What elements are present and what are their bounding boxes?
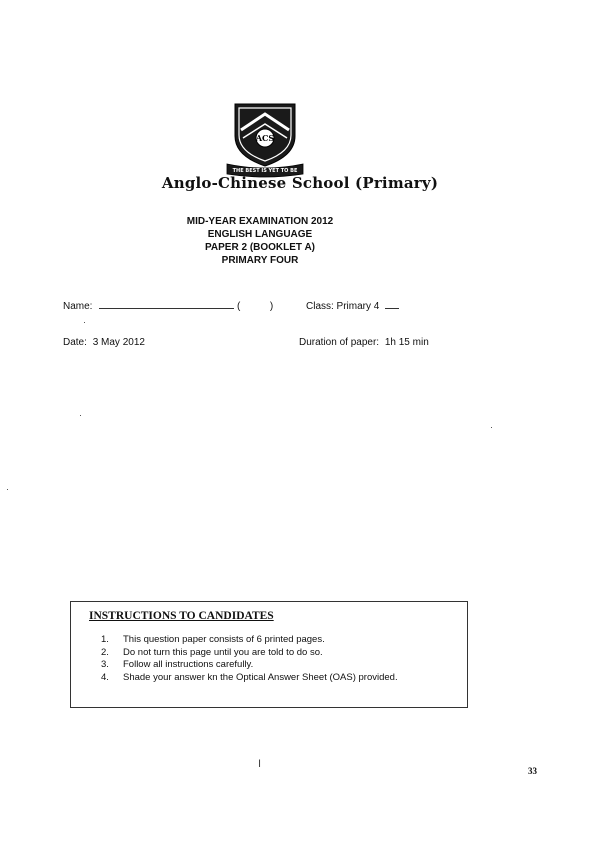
list-item (101, 647, 398, 660)
list-item (101, 634, 398, 647)
instruction-text: Follow all instructions carefully. (123, 659, 254, 670)
class-label: Class: Primary 4 (306, 301, 380, 312)
crest-motto: THE BEST IS YET TO BE (232, 168, 298, 174)
scan-speck (84, 322, 85, 323)
scan-speck (491, 427, 492, 428)
duration-field (299, 337, 429, 348)
date-value: 3 May 2012 (92, 337, 145, 348)
list-item (101, 659, 398, 672)
name-blank[interactable] (99, 300, 234, 309)
school-crest-logo (225, 100, 305, 178)
exam-title-line-1: MID-YEAR EXAMINATION 2012 (186, 216, 334, 227)
instructions-box (70, 601, 468, 708)
instruction-number: 1. (101, 634, 109, 645)
corner-number: 33 (528, 766, 537, 776)
instruction-text: Shade your answer kn the Optical Answer Sheet (OAS) provided. (123, 671, 398, 683)
class-blank[interactable] (385, 300, 399, 309)
instruction-text: Do not turn this page until you are told to do so. (123, 646, 323, 658)
index-open-paren: ( (237, 301, 241, 312)
page-marker: I (258, 758, 262, 770)
name-label: Name: (63, 301, 93, 312)
school-name: Anglo-Chinese School (Primary) (161, 174, 439, 192)
instruction-number: 3. (101, 659, 109, 670)
instruction-number: 2. (101, 646, 109, 658)
duration-label: Duration of paper: (299, 337, 380, 348)
date-label: Date: (63, 337, 87, 348)
list-item (101, 672, 398, 685)
scan-speck (80, 415, 81, 416)
scan-speck (7, 489, 8, 490)
class-field (306, 300, 399, 312)
date-field (63, 337, 145, 348)
instruction-number: 4. (101, 671, 109, 683)
exam-paper-line: PAPER 2 (BOOKLET A) (204, 242, 315, 253)
instruction-text: This question paper consists of 6 printed pages. (123, 634, 325, 645)
instructions-heading: INSTRUCTIONS TO CANDIDATES (89, 610, 274, 622)
index-close-paren: ) (269, 301, 274, 312)
exam-level-line: PRIMARY FOUR (221, 255, 299, 266)
crest-monogram: ACS (255, 133, 275, 143)
instructions-list (101, 634, 398, 684)
name-field (63, 300, 273, 312)
exam-subject-line: ENGLISH LANGUAGE (207, 229, 313, 240)
duration-value: 1h 15 min (384, 337, 429, 348)
